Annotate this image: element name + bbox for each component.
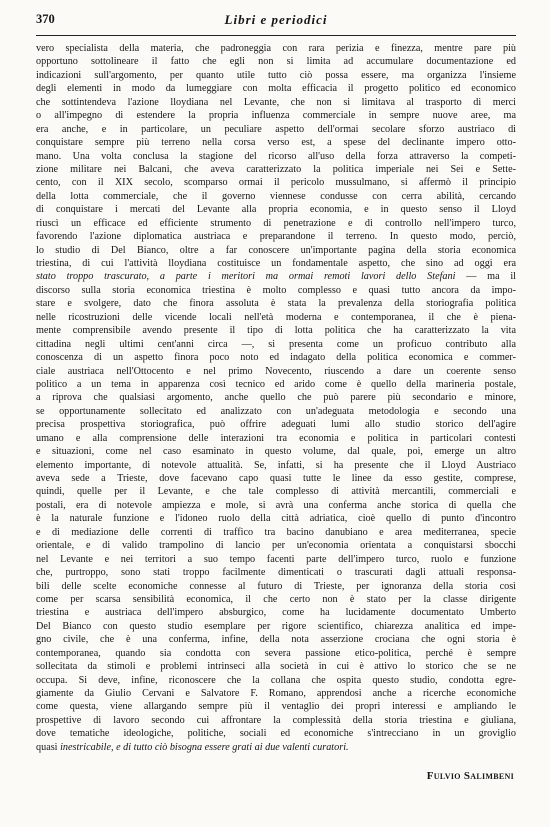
- body-line: opportuno sottolineare il fatto che egli non si limita ad accumulare documentazione ed: [36, 56, 516, 68]
- body-line: se opportunamente sollecitato ed analizzato con un'adeguata metodologia e secondo una: [36, 405, 516, 417]
- page-number: 370: [36, 12, 55, 26]
- italic-phrase: inestricabile, e di tutto ciò bisogna essere grati ai due valenti curatori.: [57, 741, 349, 753]
- italic-phrase: stato troppo trascurato, a parte i meritori ma ormai remoti lavori dello Stefani: [36, 271, 456, 283]
- body-line: dove tematiche ideologiche, politiche, sociali ed economiche s'intrecciano in un groviglio: [36, 728, 516, 740]
- body-line: che sottintendeva l'azione lloydiana nel Levante, che non si limitava al trasporto di merci: [36, 96, 516, 108]
- body-line: precisa prospettiva storiografica, può offrire adeguati lumi allo studio storico dell'agire: [36, 419, 516, 431]
- body-line: zione militare nei Balcani, che aveva caratterizzato la politica imperiale nei Sei e Sette-: [36, 163, 516, 175]
- body-line: conquistare sempre più terreno nella corsa verso est, a spese del declinante impero otto-: [36, 137, 516, 149]
- body-line: triestina e austriaca dell'impero absburgico, come ha lucidamente documentato Umberto: [36, 607, 516, 619]
- body-line: nel Levante e nei territori a suo tempo facenti parte dell'impero turco, ruolo e funzione: [36, 553, 516, 565]
- body-line: o all'impegno di estendere la propria influenza commerciale in sempre nuove aree, ma: [36, 110, 516, 122]
- body-line: come questa, viene allargando sempre più il ventaglio dei propri interessi e ampliando le: [36, 701, 516, 713]
- body-line: a riprova che qualsiasi argomento, anche quello che può parere più secondario e minore,: [36, 392, 516, 404]
- body-line: prospettive di lavoro secondo cui affrontare la complessità della storia triestina e giuliana,: [36, 714, 516, 726]
- body-line: è la naturale funzione e l'idoneo ruolo della città adriatica, cioè quello di punto d'incontro: [36, 513, 516, 525]
- body-line: degli elementi in modo da lumeggiare con molta efficacia il progetto politico ed economico: [36, 83, 516, 95]
- body-line: cento, con il XIX secolo, scomparso ormai il pericolo mussulmano, si affermò il principio: [36, 177, 516, 189]
- body-line: mano. Una volta conclusa la stagione del ricorso all'uso della forza attraverso la competi-: [36, 150, 516, 162]
- header-rule: [36, 35, 516, 36]
- body-line: stato troppo trascurato, a parte i meritori ma ormai remoti lavori dello Stefani — ma il: [36, 271, 516, 283]
- body-line: orientale, e di valido trampolino di lancio per un'economia orientata a conquistarsi sbocchi: [36, 540, 516, 552]
- body-line: indicazioni sull'argomento, per quanto utile tutto ciò possa essere, ma organizza l'insieme: [36, 69, 516, 81]
- body-line: contemporanea, quando sia condotta con severa passione etico-politica, perché è sempre: [36, 647, 516, 659]
- body-line: discorso sulla storia economica triestina è molto complesso e quasi tutto ancora da impo-: [36, 284, 516, 296]
- running-head: Libri e periodici: [224, 12, 328, 27]
- body-line: elemento importante, di notevole attualità. Se, infatti, si ha presente che il Lloyd Austriaco: [36, 459, 516, 471]
- body-line: che, purtroppo, sono stati troppo facilmente dimenticati o trascurati dagli attuali responsa-: [36, 567, 516, 579]
- body-line: della lotta commerciale, che il governo viennese condusse con cerra abilità, cercando: [36, 190, 516, 202]
- body-line: stare e svolgere, dato che finora assoluta è stata la prevalenza della storiografia politica: [36, 298, 516, 310]
- body-line: e di mediazione delle correnti di traffico tra bacino danubiano e area mediterranea, specie: [36, 526, 516, 538]
- body-line: vero specialista della materia, che padroneggia con rara perizia e finezza, mentre pare più: [36, 43, 516, 54]
- body-line: era anche, e in particolare, un peculiare aspetto dell'ormai secolare sforzo austriaco di: [36, 123, 516, 135]
- body-line: aveva sede a Trieste, dove facevano capo quasi tutte le linee da esso gestite, comprese,: [36, 473, 516, 484]
- body-line: mente comprensibile avendo presente il tipo di lotta politica che ha caratterizzato la vita: [36, 325, 516, 337]
- author-signature: Fulvio Salimbeni: [426, 770, 514, 782]
- body-line: umano e alla comprensione delle interazioni tra economia e politica in particolari contesti: [36, 432, 516, 444]
- body-line: nelle ricostruzioni delle vicende locali nell'età moderna e contemporanea, il che è piena-: [36, 311, 516, 323]
- body-line: di conquistare i mercati del Levante alla propria economia, e in questo senso il Lloyd: [36, 204, 516, 216]
- body-line: riuscì un efficace ed efficiente strumento di penetrazione e di controllo nell'impero turco,: [36, 217, 516, 229]
- body-line: ciale austriaca nell'Ottocento e nel primo Novecento, riuscendo a dare un coerente senso: [36, 365, 516, 377]
- body-line: bili delle scelte economiche connesse al futuro di Trieste, per ignoranza della storia così: [36, 580, 516, 592]
- body-line: sollecitata da stimoli e problemi intrinseci alla società in cui è attivo lo storico che se ne: [36, 661, 516, 673]
- body-line: Del Bianco con questo studio esemplare per rigore scientifico, chiarezza analitica ed impe-: [36, 620, 516, 632]
- body-line: cittadina negli ultimi cent'anni circa —, si presenta come un proficuo contributo alla: [36, 338, 516, 350]
- body-line: politico a un tema in apparenza così tecnico ed arido come è quello della marineria postale,: [36, 378, 516, 390]
- body-line: giamente da Giulio Cervani e Salvatore F. Romano, apprendosi anche a ricerche economiche: [36, 688, 516, 699]
- body-line: postali, era di notevole ampiezza e mole, si avrà una conferma anche storica di quella che: [36, 499, 516, 511]
- body-line: lo studio di Del Bianco, oltre a far conoscere un'importante pagina della storia economica: [36, 244, 516, 256]
- body-line: quindi, quelle per il Levante, e che tale complesso di attività mercantili, commerciali e: [36, 486, 516, 498]
- body-line: triestina, di cui l'attività lloydiana costituisce un fondamentale aspetto, che sino ad oggi era: [36, 258, 516, 269]
- review-body-text: [36, 42, 516, 754]
- body-line: favorendo l'azione diplomatica austriaca e preparandone il terreno. In questo modo, perciò,: [36, 231, 516, 243]
- body-line: conoscenza di un aspetto finora poco noto ed indagato della politica economica e commer-: [36, 352, 516, 364]
- body-line: come per scarsa sensibilità economica, il che certo non è stato per la classe dirigente: [36, 593, 516, 605]
- page-header: [36, 12, 516, 32]
- body-line: occupa. Si deve, infine, riconoscere che la collana che ospita questo studio, condotta egre-: [36, 674, 516, 686]
- body-line: e situazioni, come nel caso esaminato in questo volume, dal quale, poi, emerge un altro: [36, 446, 516, 458]
- body-line: gno civile, che è una conferma, infine, della nota asserzione crociana che ogni storia è: [36, 634, 516, 646]
- body-line: quasi inestricabile, e di tutto ciò bisogna essere grati ai due valenti curatori.: [36, 741, 349, 753]
